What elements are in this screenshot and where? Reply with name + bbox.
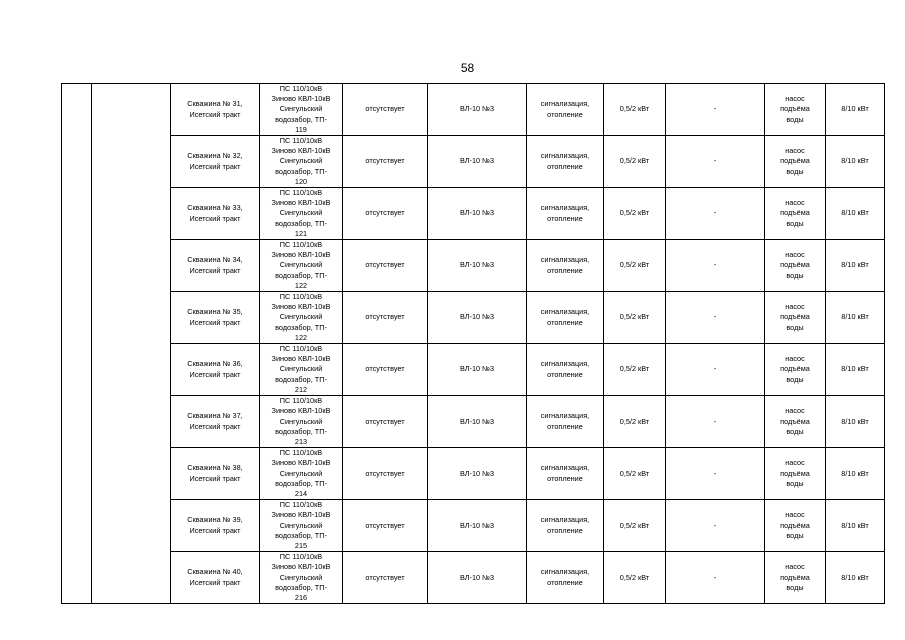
- well-name-cell: Скважина № 35, Исетский тракт: [171, 292, 260, 344]
- power-b-cell: 8/10 кВт: [826, 292, 885, 344]
- purpose-cell: сигнализация, отопление: [527, 188, 604, 240]
- purpose-cell: сигнализация, отопление: [527, 448, 604, 500]
- well-name-cell: Скважина № 38, Исетский тракт: [171, 448, 260, 500]
- well-name-cell: Скважина № 37, Исетский тракт: [171, 396, 260, 448]
- line-cell: ВЛ-10 №3: [428, 500, 527, 552]
- reserve-cell: отсутствует: [343, 396, 428, 448]
- power-a-cell: 0,5/2 кВт: [604, 448, 666, 500]
- line-cell: ВЛ-10 №3: [428, 84, 527, 136]
- power-a-cell: 0,5/2 кВт: [604, 292, 666, 344]
- data-table: [61, 83, 885, 604]
- power-source-cell: ПС 110/10кВ Зиново КВЛ-10кВ Сингульский водозабор, ТП- 122: [260, 240, 343, 292]
- table-row: [62, 84, 885, 136]
- power-a-cell: 0,5/2 кВт: [604, 552, 666, 604]
- power-b-cell: 8/10 кВт: [826, 136, 885, 188]
- consumer-cell: насос подъёма воды: [765, 552, 826, 604]
- consumer-cell: насос подъёма воды: [765, 500, 826, 552]
- table-row: [62, 344, 885, 396]
- purpose-cell: сигнализация, отопление: [527, 552, 604, 604]
- line-cell: ВЛ-10 №3: [428, 344, 527, 396]
- line-cell: ВЛ-10 №3: [428, 136, 527, 188]
- table-row: [62, 136, 885, 188]
- consumer-cell: насос подъёма воды: [765, 292, 826, 344]
- line-cell: ВЛ-10 №3: [428, 552, 527, 604]
- power-b-cell: 8/10 кВт: [826, 396, 885, 448]
- power-source-cell: ПС 110/10кВ Зиново КВЛ-10кВ Сингульский водозабор, ТП- 119: [260, 84, 343, 136]
- power-source-cell: ПС 110/10кВ Зиново КВЛ-10кВ Сингульский водозабор, ТП- 212: [260, 344, 343, 396]
- consumer-cell: насос подъёма воды: [765, 344, 826, 396]
- reserve-cell: отсутствует: [343, 136, 428, 188]
- power-b-cell: 8/10 кВт: [826, 448, 885, 500]
- purpose-cell: сигнализация, отопление: [527, 396, 604, 448]
- well-name-cell: Скважина № 34, Исетский тракт: [171, 240, 260, 292]
- well-name-cell: Скважина № 32, Исетский тракт: [171, 136, 260, 188]
- power-b-cell: 8/10 кВт: [826, 552, 885, 604]
- line-cell: ВЛ-10 №3: [428, 188, 527, 240]
- consumer-cell: насос подъёма воды: [765, 448, 826, 500]
- power-source-cell: ПС 110/10кВ Зиново КВЛ-10кВ Сингульский водозабор, ТП- 213: [260, 396, 343, 448]
- table-row: [62, 292, 885, 344]
- dash-cell: -: [666, 396, 765, 448]
- power-a-cell: 0,5/2 кВт: [604, 344, 666, 396]
- dash-cell: -: [666, 136, 765, 188]
- power-source-cell: ПС 110/10кВ Зиново КВЛ-10кВ Сингульский водозабор, ТП- 121: [260, 188, 343, 240]
- power-b-cell: 8/10 кВт: [826, 240, 885, 292]
- power-b-cell: 8/10 кВт: [826, 188, 885, 240]
- line-cell: ВЛ-10 №3: [428, 240, 527, 292]
- power-a-cell: 0,5/2 кВт: [604, 396, 666, 448]
- reserve-cell: отсутствует: [343, 448, 428, 500]
- table-row: [62, 188, 885, 240]
- dash-cell: -: [666, 84, 765, 136]
- power-a-cell: 0,5/2 кВт: [604, 500, 666, 552]
- dash-cell: -: [666, 240, 765, 292]
- power-source-cell: ПС 110/10кВ Зиново КВЛ-10кВ Сингульский водозабор, ТП- 122: [260, 292, 343, 344]
- purpose-cell: сигнализация, отопление: [527, 500, 604, 552]
- well-name-cell: Скважина № 39, Исетский тракт: [171, 500, 260, 552]
- power-a-cell: 0,5/2 кВт: [604, 136, 666, 188]
- table-row: [62, 240, 885, 292]
- reserve-cell: отсутствует: [343, 552, 428, 604]
- purpose-cell: сигнализация, отопление: [527, 136, 604, 188]
- line-cell: ВЛ-10 №3: [428, 396, 527, 448]
- consumer-cell: насос подъёма воды: [765, 188, 826, 240]
- power-b-cell: 8/10 кВт: [826, 344, 885, 396]
- purpose-cell: сигнализация, отопление: [527, 84, 604, 136]
- purpose-cell: сигнализация, отопление: [527, 292, 604, 344]
- power-a-cell: 0,5/2 кВт: [604, 240, 666, 292]
- reserve-cell: отсутствует: [343, 240, 428, 292]
- reserve-cell: отсутствует: [343, 188, 428, 240]
- reserve-cell: отсутствует: [343, 292, 428, 344]
- dash-cell: -: [666, 500, 765, 552]
- page-number: 58: [460, 61, 475, 75]
- well-name-cell: Скважина № 33, Исетский тракт: [171, 188, 260, 240]
- dash-cell: -: [666, 344, 765, 396]
- purpose-cell: сигнализация, отопление: [527, 344, 604, 396]
- table-row: [62, 500, 885, 552]
- dash-cell: -: [666, 448, 765, 500]
- dash-cell: -: [666, 552, 765, 604]
- consumer-cell: насос подъёма воды: [765, 396, 826, 448]
- table-row: [62, 448, 885, 500]
- dash-cell: -: [666, 292, 765, 344]
- line-cell: ВЛ-10 №3: [428, 448, 527, 500]
- reserve-cell: отсутствует: [343, 344, 428, 396]
- reserve-cell: отсутствует: [343, 84, 428, 136]
- group-cell: [92, 84, 171, 604]
- power-source-cell: ПС 110/10кВ Зиново КВЛ-10кВ Сингульский водозабор, ТП- 216: [260, 552, 343, 604]
- power-source-cell: ПС 110/10кВ Зиново КВЛ-10кВ Сингульский водозабор, ТП- 215: [260, 500, 343, 552]
- table-row: [62, 396, 885, 448]
- well-name-cell: Скважина № 31, Исетский тракт: [171, 84, 260, 136]
- power-b-cell: 8/10 кВт: [826, 500, 885, 552]
- power-source-cell: ПС 110/10кВ Зиново КВЛ-10кВ Сингульский водозабор, ТП- 214: [260, 448, 343, 500]
- well-name-cell: Скважина № 40, Исетский тракт: [171, 552, 260, 604]
- row-number-cell: [62, 84, 92, 604]
- consumer-cell: насос подъёма воды: [765, 240, 826, 292]
- table-row: [62, 552, 885, 604]
- reserve-cell: отсутствует: [343, 500, 428, 552]
- line-cell: ВЛ-10 №3: [428, 292, 527, 344]
- well-name-cell: Скважина № 36, Исетский тракт: [171, 344, 260, 396]
- consumer-cell: насос подъёма воды: [765, 84, 826, 136]
- power-source-cell: ПС 110/10кВ Зиново КВЛ-10кВ Сингульский водозабор, ТП- 120: [260, 136, 343, 188]
- power-a-cell: 0,5/2 кВт: [604, 188, 666, 240]
- power-b-cell: 8/10 кВт: [826, 84, 885, 136]
- purpose-cell: сигнализация, отопление: [527, 240, 604, 292]
- consumer-cell: насос подъёма воды: [765, 136, 826, 188]
- power-a-cell: 0,5/2 кВт: [604, 84, 666, 136]
- dash-cell: -: [666, 188, 765, 240]
